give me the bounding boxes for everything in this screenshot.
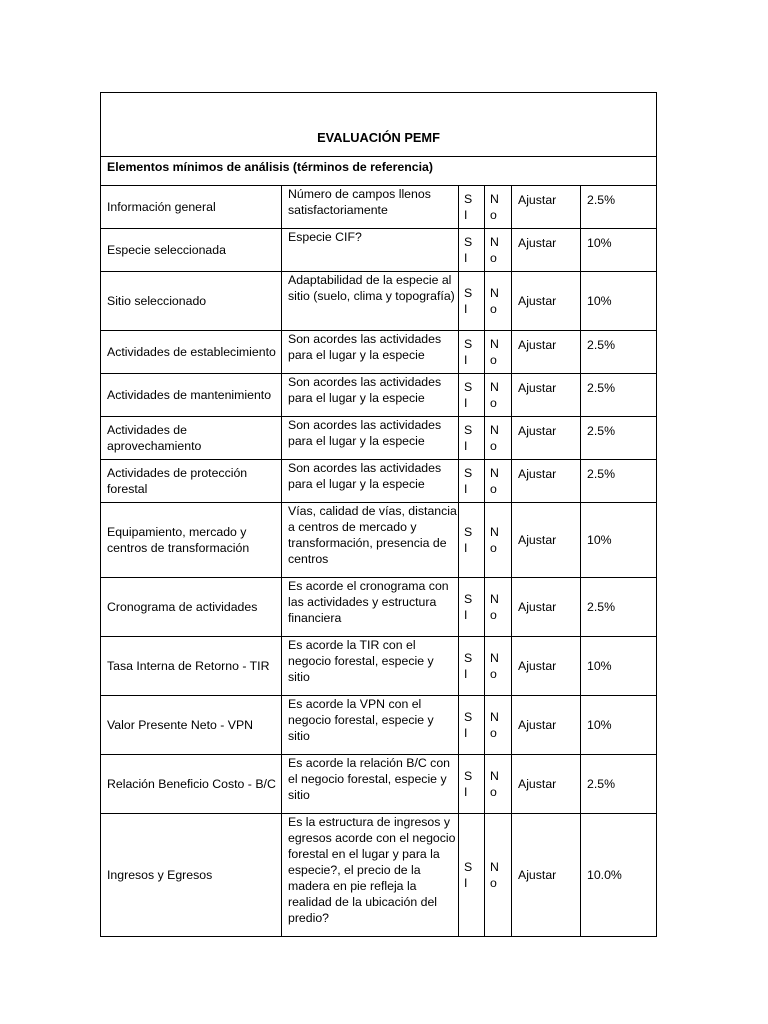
- weight-cell: 2.5%: [581, 417, 657, 460]
- si-letter: I: [464, 876, 468, 890]
- action-cell: Ajustar: [512, 374, 581, 417]
- element-cell: Actividades de protección forestal: [101, 460, 282, 503]
- no-cell: [485, 460, 512, 503]
- criterion-cell: Son acordes las actividades para el lugar y la especie: [282, 460, 459, 503]
- action-cell: Ajustar: [512, 460, 581, 503]
- weight-cell: 10%: [581, 272, 657, 331]
- weight-cell: 2.5%: [581, 460, 657, 503]
- no-letter: o: [490, 208, 497, 222]
- no-letter: o: [490, 726, 497, 740]
- si-letter: S: [464, 286, 473, 300]
- si-letter: I: [464, 251, 468, 265]
- section-heading: Elementos mínimos de análisis (términos de referencia): [101, 157, 657, 186]
- no-letter: o: [490, 608, 497, 622]
- document-title: EVALUACIÓN PEMF: [101, 93, 657, 157]
- si-cell: [459, 186, 485, 229]
- criterion-cell: Es acorde la TIR con el negocio forestal, especie y sitio: [282, 637, 459, 696]
- action-cell: Ajustar: [512, 814, 581, 937]
- si-cell: [459, 578, 485, 637]
- no-cell: [485, 272, 512, 331]
- criterion-cell: Es acorde el cronograma con las actividades y estructura financiera: [282, 578, 459, 637]
- action-cell: Ajustar: [512, 503, 581, 578]
- no-letter: N: [490, 769, 499, 783]
- si-letter: I: [464, 726, 468, 740]
- no-letter: o: [490, 439, 497, 453]
- no-cell: [485, 755, 512, 814]
- table-row: [101, 460, 657, 503]
- si-letter: S: [464, 651, 473, 665]
- no-letter: N: [490, 860, 499, 874]
- table-row: [101, 331, 657, 374]
- no-letter: o: [490, 876, 497, 890]
- no-letter: N: [490, 423, 499, 437]
- action-cell: Ajustar: [512, 272, 581, 331]
- no-letter: N: [490, 286, 499, 300]
- no-letter: N: [490, 710, 499, 724]
- no-letter: N: [490, 337, 499, 351]
- si-cell: [459, 637, 485, 696]
- si-letter: S: [464, 380, 473, 394]
- si-cell: [459, 755, 485, 814]
- no-cell: [485, 696, 512, 755]
- criterion-cell: Es acorde la relación B/C con el negocio forestal, especie y sitio: [282, 755, 459, 814]
- no-letter: N: [490, 235, 499, 249]
- si-letter: I: [464, 482, 468, 496]
- table-row: [101, 814, 657, 937]
- weight-cell: 10.0%: [581, 814, 657, 937]
- element-cell: Cronograma de actividades: [101, 578, 282, 637]
- action-cell: Ajustar: [512, 637, 581, 696]
- table-row: [101, 578, 657, 637]
- si-letter: S: [464, 769, 473, 783]
- element-cell: Actividades de aprovechamiento: [101, 417, 282, 460]
- title-row: [101, 93, 657, 157]
- si-letter: I: [464, 208, 468, 222]
- no-letter: N: [490, 525, 499, 539]
- table-row: [101, 637, 657, 696]
- no-letter: o: [490, 302, 497, 316]
- criterion-cell: Son acordes las actividades para el lugar y la especie: [282, 331, 459, 374]
- si-cell: [459, 460, 485, 503]
- criterion-cell: Es acorde la VPN con el negocio forestal, especie y sitio: [282, 696, 459, 755]
- no-cell: [485, 503, 512, 578]
- no-cell: [485, 331, 512, 374]
- table-row: [101, 755, 657, 814]
- table-row: [101, 272, 657, 331]
- criterion-cell: Es la estructura de ingresos y egresos acorde con el negocio forestal en el lugar y para la especie?, el precio de la madera en pie refleja la realidad de la ubicación del predio?: [282, 814, 459, 937]
- weight-cell: 2.5%: [581, 331, 657, 374]
- table-row: [101, 229, 657, 272]
- element-cell: Ingresos y Egresos: [101, 814, 282, 937]
- action-cell: Ajustar: [512, 755, 581, 814]
- table-row: [101, 696, 657, 755]
- no-cell: [485, 578, 512, 637]
- si-cell: [459, 331, 485, 374]
- si-letter: I: [464, 667, 468, 681]
- si-cell: [459, 417, 485, 460]
- no-letter: N: [490, 651, 499, 665]
- weight-cell: 2.5%: [581, 186, 657, 229]
- element-cell: Sitio seleccionado: [101, 272, 282, 331]
- no-cell: [485, 374, 512, 417]
- criterion-cell: Son acordes las actividades para el lugar y la especie: [282, 417, 459, 460]
- no-letter: N: [490, 592, 499, 606]
- no-letter: N: [490, 380, 499, 394]
- no-cell: [485, 229, 512, 272]
- no-cell: [485, 637, 512, 696]
- si-letter: I: [464, 353, 468, 367]
- table-row: [101, 186, 657, 229]
- criterion-cell: Adaptabilidad de la especie al sitio (suelo, clima y topografía): [282, 272, 459, 331]
- si-letter: S: [464, 466, 473, 480]
- criterion-cell: Son acordes las actividades para el lugar y la especie: [282, 374, 459, 417]
- no-letter: o: [490, 251, 497, 265]
- criterion-cell: Especie CIF?: [282, 229, 459, 272]
- si-letter: I: [464, 302, 468, 316]
- si-cell: [459, 272, 485, 331]
- no-letter: o: [490, 396, 497, 410]
- action-cell: Ajustar: [512, 417, 581, 460]
- element-cell: Actividades de establecimiento: [101, 331, 282, 374]
- section-heading-row: [101, 157, 657, 186]
- element-cell: Relación Beneficio Costo - B/C: [101, 755, 282, 814]
- no-letter: o: [490, 482, 497, 496]
- evaluation-table: [100, 92, 657, 937]
- si-cell: [459, 503, 485, 578]
- si-letter: S: [464, 710, 473, 724]
- weight-cell: 2.5%: [581, 578, 657, 637]
- si-cell: [459, 814, 485, 937]
- si-letter: S: [464, 192, 473, 206]
- criterion-cell: Número de campos llenos satisfactoriamente: [282, 186, 459, 229]
- no-letter: N: [490, 192, 499, 206]
- element-cell: Valor Presente Neto - VPN: [101, 696, 282, 755]
- si-letter: I: [464, 785, 468, 799]
- no-letter: o: [490, 667, 497, 681]
- action-cell: Ajustar: [512, 186, 581, 229]
- weight-cell: 10%: [581, 637, 657, 696]
- si-letter: I: [464, 439, 468, 453]
- no-letter: N: [490, 466, 499, 480]
- no-cell: [485, 814, 512, 937]
- si-cell: [459, 696, 485, 755]
- si-cell: [459, 374, 485, 417]
- no-letter: o: [490, 353, 497, 367]
- weight-cell: 2.5%: [581, 755, 657, 814]
- weight-cell: 2.5%: [581, 374, 657, 417]
- element-cell: Equipamiento, mercado y centros de transformación: [101, 503, 282, 578]
- si-letter: I: [464, 541, 468, 555]
- no-letter: o: [490, 785, 497, 799]
- table-row: [101, 503, 657, 578]
- criterion-cell: Vías, calidad de vías, distancia a centros de mercado y transformación, presencia de centros: [282, 503, 459, 578]
- si-letter: S: [464, 525, 473, 539]
- element-cell: Información general: [101, 186, 282, 229]
- element-cell: Especie seleccionada: [101, 229, 282, 272]
- no-letter: o: [490, 541, 497, 555]
- si-letter: I: [464, 396, 468, 410]
- si-letter: I: [464, 608, 468, 622]
- si-letter: S: [464, 860, 473, 874]
- si-cell: [459, 229, 485, 272]
- weight-cell: 10%: [581, 503, 657, 578]
- action-cell: Ajustar: [512, 229, 581, 272]
- action-cell: Ajustar: [512, 578, 581, 637]
- si-letter: S: [464, 337, 473, 351]
- table-row: [101, 417, 657, 460]
- no-cell: [485, 417, 512, 460]
- element-cell: Tasa Interna de Retorno - TIR: [101, 637, 282, 696]
- action-cell: Ajustar: [512, 696, 581, 755]
- weight-cell: 10%: [581, 229, 657, 272]
- table-row: [101, 374, 657, 417]
- si-letter: S: [464, 235, 473, 249]
- no-cell: [485, 186, 512, 229]
- element-cell: Actividades de mantenimiento: [101, 374, 282, 417]
- weight-cell: 10%: [581, 696, 657, 755]
- si-letter: S: [464, 592, 473, 606]
- action-cell: Ajustar: [512, 331, 581, 374]
- si-letter: S: [464, 423, 473, 437]
